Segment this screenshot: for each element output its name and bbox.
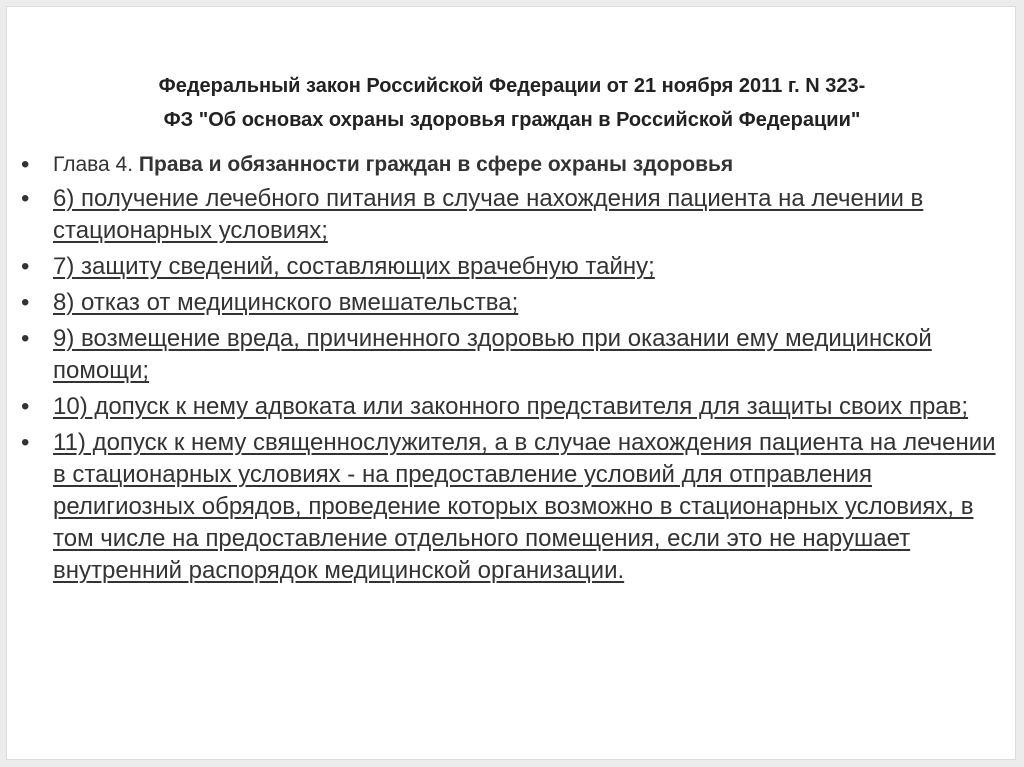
bullet-icon: • [21, 393, 30, 420]
list-item [21, 251, 1001, 283]
list-item-text: 7) защиту сведений, составляющих врачебную тайну; [53, 253, 655, 280]
chapter-label: Глава 4. [53, 153, 139, 176]
list-item [21, 183, 1001, 247]
bullet-icon: • [21, 253, 30, 280]
list-item-text: 9) возмещение вреда, причиненного здоровью при оказании ему медицинской помощи; [53, 325, 932, 384]
list-item-text: 8) отказ от медицинского вмешательства; [53, 289, 519, 316]
list-item [21, 323, 1001, 387]
slide [6, 6, 1016, 760]
list-item-text: 10) допуск к нему адвоката или законного представителя для защиты своих прав; [53, 393, 969, 420]
bullet-icon: • [21, 151, 30, 178]
title-line-2: ФЗ "Об основах охраны здоровья граждан в Российской Федерации" [163, 109, 861, 131]
bullet-icon: • [21, 289, 30, 316]
bullet-icon: • [21, 325, 30, 352]
slide-title [47, 69, 977, 137]
list-item-text: 11) допуск к нему священнослужителя, а в случае нахождения пациента на лечении в стационарных условиях - на предоставление условий для отправления религиозных обрядов, проведение которых возможно в стационарных условиях, в том числе на предоставление отдельного помещения, если это не нарушает внутренний распорядок медицинской организации. [53, 429, 996, 584]
list-item [21, 427, 1001, 587]
bullet-list [21, 149, 1001, 591]
bullet-icon: • [21, 429, 30, 456]
list-item [21, 287, 1001, 319]
title-line-1: Федеральный закон Российской Федерации от 21 ноября 2011 г. N 323- [158, 75, 866, 97]
chapter-heading [21, 149, 1001, 181]
list-item-text: 6) получение лечебного питания в случае нахождения пациента на лечении в стационарных условиях; [53, 185, 924, 244]
bullet-icon: • [21, 185, 30, 212]
chapter-name: Права и обязанности граждан в сфере охраны здоровья [138, 153, 734, 176]
list-item [21, 391, 1001, 423]
